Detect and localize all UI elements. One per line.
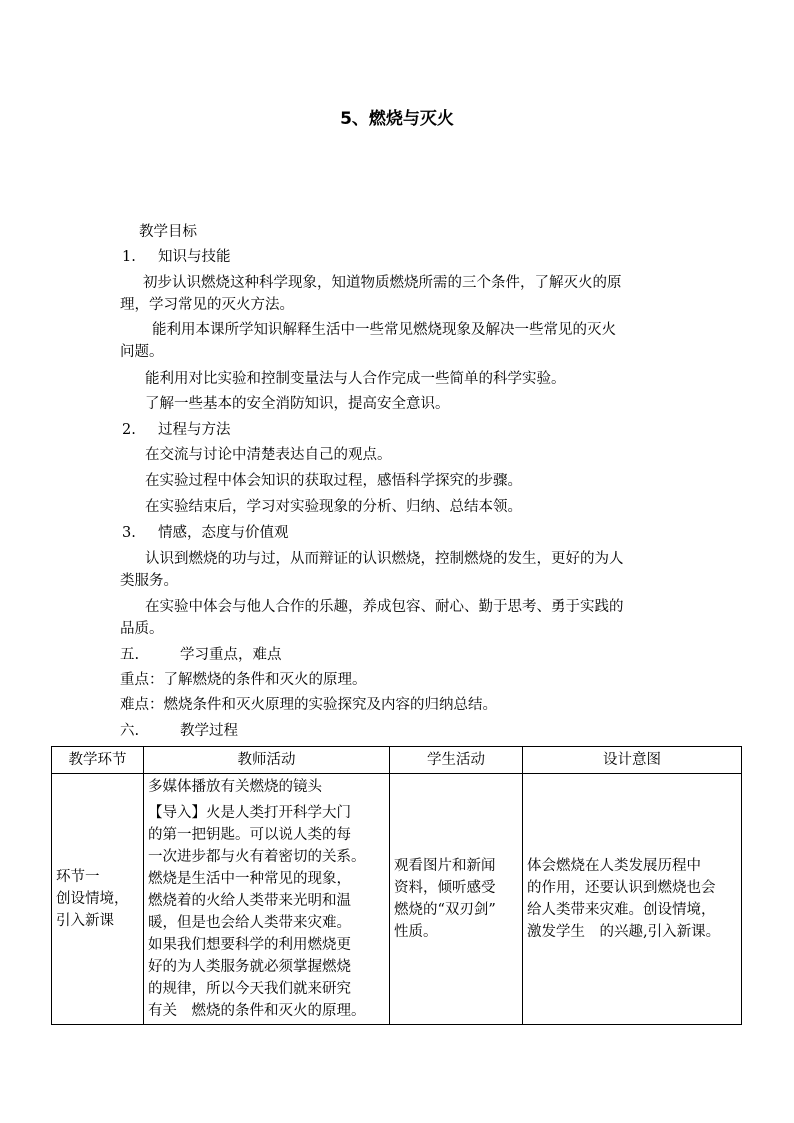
stage-line: 引入新课 <box>56 913 114 929</box>
header-teacher-activity: 教师活动 <box>144 747 390 774</box>
section2-line: 在交流与讨论中清楚表达自己的观点。 <box>145 447 392 463</box>
student-line: 观看图片和新闻 <box>394 858 496 874</box>
header-design-intent: 设计意图 <box>523 747 742 774</box>
section2-line: 在实验过程中体会知识的获取过程，感悟科学探究的步骤。 <box>145 473 522 489</box>
section5-heading <box>120 645 282 665</box>
section3-line: 品质。 <box>120 621 164 637</box>
table-row <box>52 774 742 1025</box>
stage-line: 创设情境， <box>56 891 129 907</box>
teacher-headline: 多媒体播放有关燃烧的镜头 <box>148 779 322 795</box>
teacher-line: 的规律，所以今天我们就来研究 <box>148 981 351 997</box>
section1-title: 知识与技能 <box>158 249 231 265</box>
student-line: 资料，倾听感受 <box>394 880 496 896</box>
difficulty-point: 难点：燃烧条件和灭火原理的实验探究及内容的归纳总结。 <box>120 697 497 713</box>
section3-line: 认识到燃烧的功与过，从而辩证的认识燃烧，控制燃烧的发生，更好的为人 <box>145 551 624 567</box>
teacher-line: 有关 燃烧的条件和灭火的原理。 <box>148 1003 366 1019</box>
teacher-line: 一次进步都与火有着密切的关系。 <box>148 849 366 865</box>
section3-heading <box>122 523 289 543</box>
section2-number: 2. <box>122 422 136 438</box>
section3-line: 类服务。 <box>120 573 178 589</box>
section1-number: 1. <box>122 249 136 265</box>
teacher-line: 的第一把钥匙。可以说人类的每 <box>148 827 351 843</box>
section5-number: 五. <box>120 647 140 663</box>
intent-line: 的作用，还要认识到燃烧也会 <box>527 880 716 896</box>
intent-line: 激发学生 的兴趣,引入新课。 <box>527 924 721 940</box>
teacher-line: 好的为人类服务就必须掌握燃烧 <box>148 959 351 975</box>
objectives-heading: 教学目标 <box>139 224 197 240</box>
section2-title: 过程与方法 <box>158 422 231 438</box>
section5-title: 学习重点，难点 <box>180 647 282 663</box>
section2-heading <box>122 420 231 440</box>
teacher-line: 【导入】火是人类打开科学大门 <box>148 805 351 821</box>
section1-line: 问题。 <box>120 344 164 360</box>
section1-line: 理，学习常见的灭火方法。 <box>120 297 294 313</box>
section1-heading <box>122 247 231 267</box>
section1-line: 初步认识燃烧这种科学现象，知道物质燃烧所需的三个条件，了解灭火的原 <box>143 275 622 291</box>
section3-number: 3. <box>122 525 136 541</box>
key-point: 重点：了解燃烧的条件和灭火的原理。 <box>120 672 367 688</box>
page-title: 5、燃烧与灭火 <box>340 109 454 129</box>
teacher-activity-cell <box>144 774 390 1025</box>
section2-line: 在实验结束后，学习对实验现象的分析、归纳、总结本领。 <box>145 499 522 515</box>
student-line: 性质。 <box>394 924 438 940</box>
teacher-line: 暖，但是也会给人类带来灾难。 <box>148 915 351 931</box>
table-header-row <box>52 747 742 774</box>
section3-line: 在实验中体会与他人合作的乐趣，养成包容、耐心、勤于思考、勇于实践的 <box>145 599 624 615</box>
section6-heading <box>120 721 238 741</box>
intent-line: 体会燃烧在人类发展历程中 <box>527 858 701 874</box>
header-student-activity: 学生活动 <box>390 747 523 774</box>
section1-line: 能利用对比实验和控制变量法与人合作完成一些简单的科学实验。 <box>145 371 566 387</box>
teacher-line: 燃烧着的火给人类带来光明和温 <box>148 893 351 909</box>
section6-number: 六. <box>120 723 140 739</box>
student-line: 燃烧的“双刃剑” <box>394 902 496 918</box>
section3-title: 情感，态度与价值观 <box>158 525 289 541</box>
header-stage: 教学环节 <box>52 747 144 774</box>
intent-line: 给人类带来灾难。创设情境， <box>527 902 716 918</box>
teacher-line: 如果我们想要科学的利用燃烧更 <box>148 937 351 953</box>
design-intent-cell <box>523 774 742 1025</box>
teacher-line: 燃烧是生活中一种常见的现象， <box>148 871 351 887</box>
teaching-process-table <box>51 746 742 1025</box>
stage-cell <box>52 774 144 1025</box>
section1-line: 了解一些基本的安全消防知识，提高安全意识。 <box>145 396 450 412</box>
section1-line: 能利用本课所学知识解释生活中一些常见燃烧现象及解决一些常见的灭火 <box>152 322 616 338</box>
student-activity-cell <box>390 774 523 1025</box>
stage-line: 环节一 <box>56 869 100 885</box>
section6-title: 教学过程 <box>180 723 238 739</box>
